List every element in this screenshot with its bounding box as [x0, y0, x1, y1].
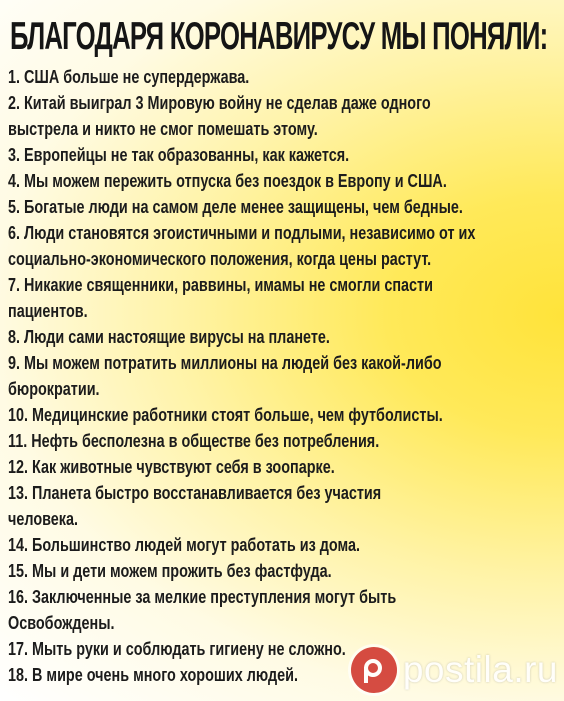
lessons-list	[8, 64, 564, 688]
list-line: 4. Мы можем пережить отпуска без поездок в Европу и США.	[8, 171, 447, 191]
list-line: человека.	[8, 509, 79, 529]
list-line: социально-экономического положения, когда цены растут.	[8, 249, 432, 269]
list-line: 16. Заключенные за мелкие преступления могут быть	[8, 587, 397, 607]
list-line: 5. Богатые люди на самом деле менее защищены, чем бедные.	[8, 197, 463, 217]
poster-title: БЛАГОДАРЯ КОРОНАВИРУСУ МЫ ПОНЯЛИ:	[10, 13, 548, 58]
postila-watermark	[351, 647, 558, 693]
list-line: выстрела и никто не смог помешать этому.	[8, 119, 318, 139]
list-line: 8. Люди сами настоящие вирусы на планете.	[8, 327, 330, 347]
watermark-text: postila.ru	[402, 649, 558, 690]
list-line: 1. США больше не супердержава.	[8, 67, 250, 87]
list-line: 7. Никакие священники, раввины, имамы не смогли спасти	[8, 275, 433, 295]
list-line: 2. Китай выиграл 3 Мировую войну не сделав даже одного	[8, 93, 431, 113]
list-line: 14. Большинство людей могут работать из дома.	[8, 535, 360, 555]
list-line: 15. Мы и дети можем прожить без фастфуда.	[8, 561, 332, 581]
list-line: 3. Европейцы не так образованны, как кажется.	[8, 145, 350, 165]
list-line: 13. Планета быстро восстанавливается без участия	[8, 483, 382, 503]
postila-logo-icon	[351, 647, 397, 693]
list-line: 10. Медицинские работники стоят больше, чем футболисты.	[8, 405, 443, 425]
list-line: пациентов.	[8, 301, 88, 321]
list-line: 12. Как животные чувствуют себя в зоопарке.	[8, 457, 335, 477]
list-line: 18. В мире очень много хороших людей.	[8, 665, 298, 685]
list-line: 17. Мыть руки и соблюдать гигиену не сложно.	[8, 639, 346, 659]
list-line: бюрократии.	[8, 379, 100, 399]
list-line: 11. Нефть бесполезна в обществе без потребления.	[8, 431, 380, 451]
list-line: 6. Люди становятся эгоистичными и подлыми, независимо от их	[8, 223, 476, 243]
list-line: 9. Мы можем потратить миллионы на людей без какой-либо	[8, 353, 442, 373]
list-line: Освобождены.	[8, 613, 115, 633]
